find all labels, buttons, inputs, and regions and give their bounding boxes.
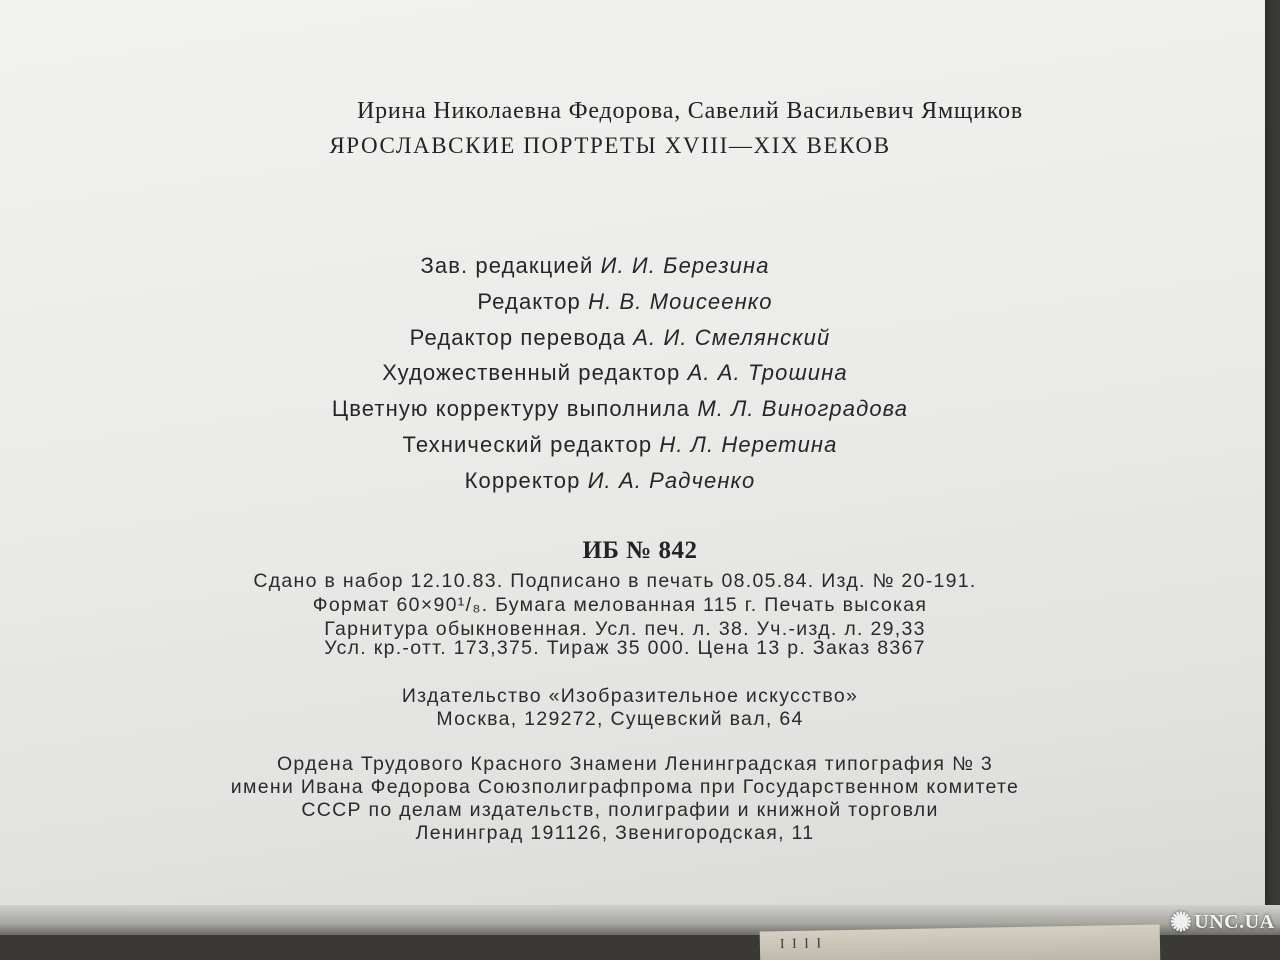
publisher-address: Москва, 129272, Сущевский вал, 64 — [436, 708, 804, 730]
spec-line: Формат 60×90¹/₈. Бумага мелованная 115 г. Печать высокая — [312, 594, 928, 616]
printer-line: Ленинград 191126, Звенигородская, 11 — [415, 822, 815, 844]
credit-role: Цветную корректуру выполнила — [331, 396, 691, 421]
credit-name: Н. Л. Неретина — [659, 432, 838, 457]
site-watermark — [1170, 908, 1275, 938]
credit-line — [0, 468, 1250, 494]
printer-line: СССР по делам издательств, полиграфии и книжной торговли — [301, 799, 939, 821]
credit-name: И. И. Березина — [600, 253, 770, 278]
spec-line: Усл. кр.-отт. 173,375. Тираж 35 000. Цена 13 р. Заказ 8367 — [324, 637, 926, 659]
credit-name: А. И. Смелянский — [633, 325, 831, 350]
credit-name: Н. В. Моисеенко — [588, 289, 773, 314]
ib-number: ИБ № 842 — [582, 537, 698, 564]
credit-role: Художественный редактор — [382, 360, 681, 385]
book-title: ЯРОСЛАВСКИЕ ПОРТРЕТЫ XVIII—XIX ВЕКОВ — [329, 133, 891, 158]
credit-name: А. А. Трошина — [687, 360, 848, 385]
credit-role: Редактор перевода — [409, 325, 627, 350]
credit-name: М. Л. Виноградова — [697, 396, 909, 421]
credit-role: Редактор — [477, 289, 581, 314]
credit-line — [0, 396, 1260, 422]
watermark-text: UNC.UA — [1194, 911, 1275, 933]
credit-line — [0, 253, 1235, 279]
credit-role: Корректор — [464, 468, 581, 493]
publisher-name: Издательство «Изобразительное искусство» — [401, 685, 859, 707]
credit-name: И. А. Радченко — [587, 468, 756, 493]
credit-line — [0, 289, 1265, 315]
spec-line: Гарнитура обыкновенная. Усл. печ. л. 38. Уч.-изд. л. 29,33 — [324, 618, 926, 640]
credit-role: Зав. редакцией — [420, 253, 594, 278]
star-icon: ✺ — [1170, 908, 1193, 937]
spec-line: Сдано в набор 12.10.83. Подписано в печать 08.05.84. Изд. № 20-191. — [253, 570, 977, 592]
authors-line: Ирина Николаевна Федорова, Савелий Васильевич Ямщиков — [356, 98, 1024, 124]
printer-line: имени Ивана Федорова Союзполиграфпрома при Государственном комитете — [230, 776, 1020, 798]
credit-line — [0, 360, 1255, 386]
credit-line — [0, 432, 1260, 458]
ruler — [760, 925, 1161, 960]
ruler-marks: I I I I — [779, 936, 824, 953]
credit-line — [0, 325, 1260, 351]
credit-role: Технический редактор — [402, 432, 653, 457]
printer-line: Ордена Трудового Красного Знамени Ленинградская типография № 3 — [276, 753, 994, 775]
